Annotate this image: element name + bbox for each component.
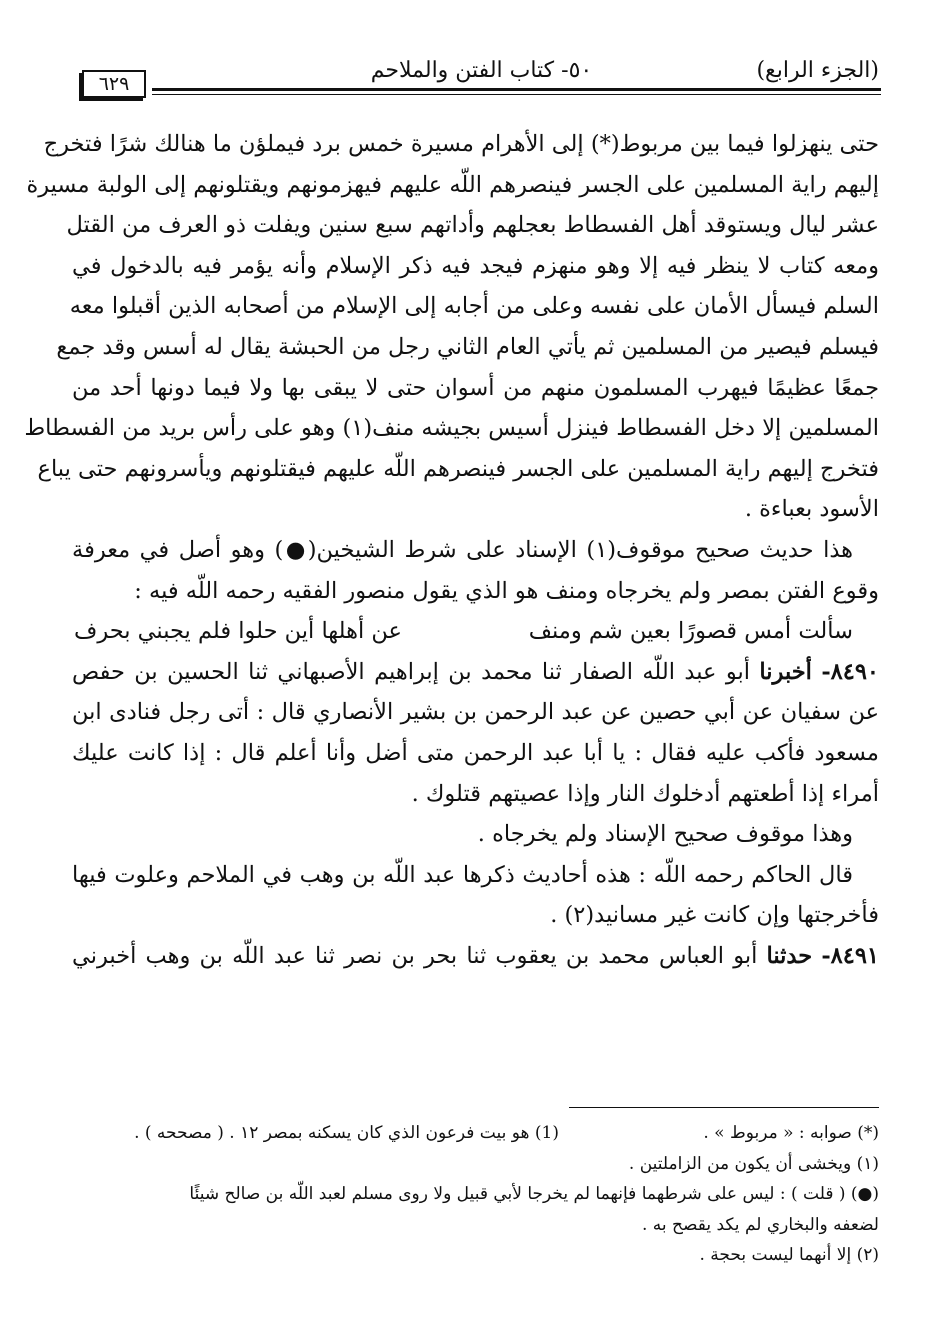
hadith-text: أبو عبد اللّه الصفار ثنا محمد بن إبراهيم الأصبهاني ثنا الحسين بن حفص bbox=[72, 658, 750, 685]
text-line: الأسود بعباءة . bbox=[744, 496, 879, 523]
footnote-star: (*) صوابه : « مربوط » . bbox=[703, 1123, 879, 1143]
text-line: ومعه كتاب لا ينظر فيه إلا وهو منهزم فيجد فيه ذكر الإسلام وأنه يؤمر فيه بالدخول في bbox=[72, 252, 879, 279]
header-rule-thin bbox=[152, 94, 881, 95]
volume-label: (الجزء الرابع) bbox=[756, 58, 879, 83]
hadith-8490-line: مسعود فأكب عليه فقال : يا أبا عبد الرحمن متى أضل وأنا أعلم قال : إذا كانت عليك bbox=[72, 739, 879, 766]
hadith-8490-line-1 bbox=[72, 652, 879, 693]
hadith-number: ٨٤٩٠- bbox=[821, 658, 879, 685]
hadith-8490-comment: وهذا موقوف صحيح الإسناد ولم يخرجاه . bbox=[477, 821, 853, 848]
hadith-8491-line bbox=[72, 936, 879, 977]
hadith-number: ٨٤٩١- bbox=[821, 942, 880, 969]
text-line: جمعًا عظيمًا فيهرب المسلمون منهم من أسوان حتى لا يبقى بها ولا فيما دونها أحد من bbox=[72, 374, 879, 401]
verse-second-hemistich: عن أهلها أين حلوا فلم يجبني بحرف bbox=[74, 618, 402, 645]
hadith-text: أبو العباس محمد بن يعقوب ثنا بحر بن نصر ثنا عبد اللّه بن وهب أخبرني bbox=[72, 942, 758, 969]
comment-line: وقوع الفتن بمصر ولم يخرجاه ومنف هو الذي يقول منصور الفقيه رحمه اللّه فيه : bbox=[134, 577, 879, 604]
page-header bbox=[82, 52, 881, 98]
verse-first-hemistich: سألت أمس قصورًا بعين شم ومنف bbox=[528, 618, 853, 645]
header-rule-thick bbox=[152, 88, 881, 91]
footnote-dot-continued: لضعفه والبخاري لم يكد يقصح به . bbox=[641, 1214, 879, 1235]
hadith-8490-line: عن سفيان عن أبي حصين عن عبد الرحمن بن بشير الأنصاري قال : أتى رجل فنادى ابن bbox=[72, 699, 879, 726]
main-text bbox=[24, 124, 880, 976]
footnote-separator bbox=[569, 1107, 879, 1108]
footnotes bbox=[72, 1118, 879, 1271]
text-line: إليهم راية المسلمين على الجسر فينصرهم اللّه عليهم فيهزمونهم ويقتلونهم إلى الولبة مسيرة bbox=[26, 171, 879, 198]
footnote-1: (١) ويخشى أن يكون من الزاملتين . bbox=[628, 1153, 879, 1174]
text-line: السلم فيسأل الأمان على نفسه وعلى من أجابه إلى الإسلام من أصحابه الذين أقبلوا معه bbox=[69, 293, 879, 320]
footnote-original-1: (1) هو بيت فرعون الذي كان يسكنه بمصر ١٢ . ( مصححه ) . bbox=[134, 1123, 559, 1143]
text-line: حتى ينهزلوا فيما بين مربوط(*) إلى الأهرام مسيرة خمس برد فيملؤن ما هنالك شرًا فتخرج bbox=[43, 131, 879, 157]
text-line: فتخرج إليهم راية المسلمين على الجسر فينصرهم اللّه عليهم فيقتلونهم ويأسرونهم حتى يباع bbox=[37, 455, 879, 482]
hadith-8490-line: أمراء إذا أطعتهم أدخلوك النار وإذا عصيتهم قتلوك . bbox=[411, 780, 879, 807]
footnote-dot: (●) ( قلت ) : ليس على شرطهما فإنهما لم يخرجا لأبي قبيل ولا روى مسلم لعبد اللّه بن صالح شيئًا bbox=[189, 1184, 879, 1204]
page-number: ٦٢٩ bbox=[82, 70, 146, 98]
book-title: ٥٠- كتاب الفتن والملاحم bbox=[370, 58, 593, 83]
text-line: المسلمين إلا دخل الفسطاط فينزل أسيس بجيشه منف(١) وهو على رأس بريد من الفسطاط bbox=[24, 415, 879, 442]
poem-verse bbox=[72, 611, 879, 652]
footnote-2: (٢) إلا أنهما ليست بحجة . bbox=[699, 1245, 879, 1265]
hadith-lead-word: أخبرنا bbox=[759, 658, 812, 685]
footnote-row bbox=[72, 1118, 879, 1149]
text-line: عشر ليال ويستوقد أهل الفسطاط بعجلهم وأداتهم سبع سنين ويفلت ذو العرف من القتل bbox=[66, 212, 879, 239]
comment-line: هذا حديث صحيح موقوف(١) الإسناد على شرط الشيخين(●) وهو أصل في معرفة bbox=[72, 536, 854, 563]
hadith-lead-word: حدثنا bbox=[766, 942, 813, 969]
hakim-line: فأخرجتها وإن كانت غير مسانيد(٢) . bbox=[550, 902, 879, 929]
text-line: فيسلم فيصير من المسلمين ثم يأتي العام الثاني رجل من الحبشة يقال له أسس وقد جمع bbox=[56, 333, 879, 360]
hakim-line: قال الحاكم رحمه اللّه : هذه أحاديث ذكرها عبد اللّه بن وهب في الملاحم وعلوت فيها bbox=[72, 861, 853, 888]
